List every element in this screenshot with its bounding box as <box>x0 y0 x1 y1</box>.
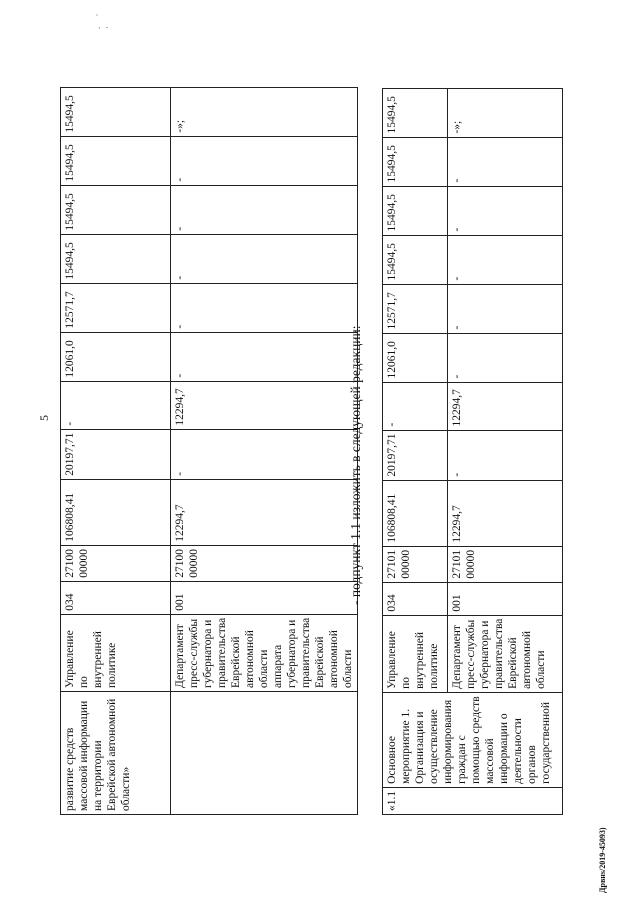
table-row <box>171 87 358 814</box>
table-cell: 20197,71 <box>61 429 171 479</box>
table-cell: 12571,7 <box>383 284 448 333</box>
table-cell: Департамент пресс-службы губернатора и правительства Еврейской автономной области аппарата губернатора и правительства Еврейской автономной области <box>171 614 358 691</box>
table-cell: - <box>171 332 358 381</box>
table-row <box>383 88 448 814</box>
table-cell: 12061,0 <box>383 333 448 382</box>
table-cell: 27101 00000 <box>383 546 448 582</box>
table-cell: - <box>171 283 358 332</box>
table-cell: - <box>383 382 448 430</box>
table-cell: - <box>448 137 563 186</box>
table-cell: 15494,5 <box>383 186 448 235</box>
table-cell: - <box>61 381 171 429</box>
table-cell: 27101 00000 <box>448 546 563 582</box>
table-cell: - <box>171 136 358 185</box>
table-cell: 12294,7 <box>171 381 358 429</box>
table-cell: 12571,7 <box>61 283 171 332</box>
table-cell: - <box>448 430 563 480</box>
table-cell: - <box>448 333 563 382</box>
table-cell: 034 <box>61 581 171 614</box>
table-cell: 106808,41 <box>61 479 171 545</box>
table-cell: 15494,5 <box>383 88 448 137</box>
table-cell: 27100 00000 <box>171 545 358 581</box>
table-cell: -»; <box>171 87 358 136</box>
table-cell: 12061,0 <box>61 332 171 381</box>
table-cell: - <box>448 186 563 235</box>
table-cell: 001 <box>448 582 563 615</box>
table-cell: - <box>171 429 358 479</box>
document-id: Дрвнs/2019-45093) <box>598 827 607 893</box>
table-cell <box>171 692 358 815</box>
table-cell: 034 <box>383 582 448 615</box>
scan-dots: . · · <box>92 9 112 29</box>
table-cell: 15494,5 <box>61 185 171 234</box>
table-cell: Основное мероприятие 1. Организация и осуществление информирования граждан с помощью средств массовой информации о деятельности органов государственной <box>383 692 563 787</box>
table-cell: 20197,71 <box>383 430 448 480</box>
table-row <box>61 87 171 814</box>
table-cell: 12294,7 <box>448 382 563 430</box>
table-cell: 106808,41 <box>383 480 448 546</box>
page-number: 5 <box>37 415 51 421</box>
program-table-continued <box>60 87 358 815</box>
table-cell: 12294,7 <box>171 479 358 545</box>
table-cell: 15494,5 <box>383 137 448 186</box>
table-cell: Департамент пресс-службы губернатора и правительства Еврейской автономной области <box>448 615 563 692</box>
table-cell: «1.1 <box>383 787 563 814</box>
table-cell: - <box>448 235 563 284</box>
table-cell: 12294,7 <box>448 480 563 546</box>
table-cell: - <box>448 284 563 333</box>
table-cell: 001 <box>171 581 358 614</box>
table-cell: 15494,5 <box>61 87 171 136</box>
table-cell: Управление по внутренней политике <box>383 615 448 692</box>
table-cell: Управление по внутренней политике <box>61 614 171 691</box>
table-cell: развитие средств массовой информации на территории Еврейской автономной области» <box>61 692 171 815</box>
table-cell: 15494,5 <box>61 136 171 185</box>
amendment-instruction: - подпункт 1.1 изложить в следующей редакции: <box>348 325 363 605</box>
table-cell: 15494,5 <box>61 234 171 283</box>
table-cell: 27100 00000 <box>61 545 171 581</box>
table-cell: - <box>171 185 358 234</box>
table-cell: 15494,5 <box>383 235 448 284</box>
table-cell: -»; <box>448 88 563 137</box>
table-cell: - <box>171 234 358 283</box>
program-table-new-edition <box>382 88 563 815</box>
